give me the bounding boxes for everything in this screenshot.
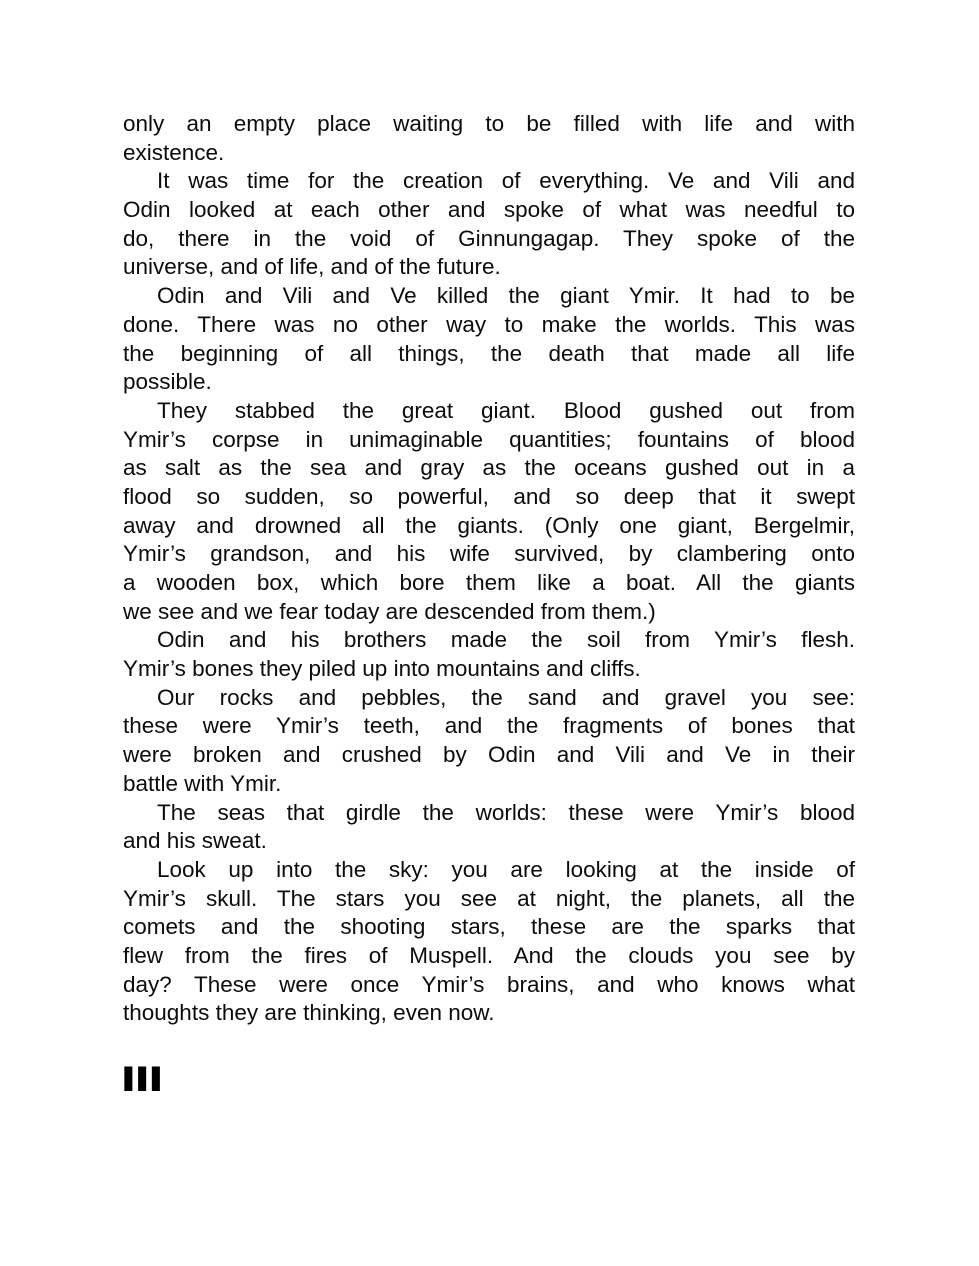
text-line: existence.: [123, 139, 225, 165]
text-line: as salt as the sea and gray as the oceans gushed out in a: [123, 455, 855, 481]
paragraph: [123, 282, 855, 397]
text-line: Look up into the sky: you are looking at the inside of: [157, 856, 855, 882]
text-line: Ymir’s skull. The stars you see at night, the planets, all the: [123, 885, 855, 911]
text-line: Ymir’s corpse in unimaginable quantities; fountains of blood: [123, 426, 855, 452]
text-line: They stabbed the great giant. Blood gushed out from: [157, 397, 855, 423]
text-line: the beginning of all things, the death that made all life: [123, 340, 855, 366]
text-line: universe, and of life, and of the future.: [123, 254, 501, 280]
paragraph: [123, 397, 855, 627]
text-line: flew from the fires of Muspell. And the clouds you see by: [123, 942, 855, 968]
text-line: only an empty place waiting to be filled with life and with: [123, 111, 855, 136]
text-line: away and drowned all the giants. (Only one giant, Bergelmir,: [123, 512, 855, 538]
paragraph: [123, 799, 855, 856]
text-line: comets and the shooting stars, these are the sparks that: [123, 914, 855, 940]
paragraph: [123, 856, 855, 1028]
text-line: possible.: [123, 369, 212, 395]
text-line: we see and we fear today are descended from them.): [123, 598, 656, 624]
text-line: It was time for the creation of everything. Ve and Vili and: [157, 168, 855, 194]
text-line: done. There was no other way to make the worlds. This was: [123, 311, 855, 337]
paragraph: [123, 684, 855, 799]
text-line: flood so sudden, so powerful, and so deep that it swept: [123, 483, 855, 509]
text-line: do, there in the void of Ginnungagap. They spoke of the: [123, 225, 855, 251]
text-block: [123, 110, 855, 1028]
text-line: a wooden box, which bore them like a boat. All the giants: [123, 570, 855, 595]
text-line: Ymir’s grandson, and his wife survived, by clambering onto: [123, 541, 855, 567]
text-line: The seas that girdle the worlds: these were Ymir’s blood: [157, 799, 855, 825]
text-line: battle with Ymir.: [123, 770, 282, 796]
text-line: Our rocks and pebbles, the sand and gravel you see:: [157, 684, 855, 710]
chapter-heading: III: [123, 1060, 165, 1099]
text-line: these were Ymir’s teeth, and the fragments of bones that: [123, 713, 855, 739]
text-line: Odin looked at each other and spoke of what was needful to: [123, 197, 855, 223]
text-line: and his sweat.: [123, 828, 267, 854]
paragraph: [123, 110, 855, 167]
text-line: Ymir’s bones they piled up into mountains and cliffs.: [123, 656, 641, 682]
text-line: were broken and crushed by Odin and Vili and Ve in their: [123, 742, 855, 768]
text-line: Odin and Vili and Ve killed the giant Ymir. It had to be: [157, 283, 855, 309]
text-line: day? These were once Ymir’s brains, and who knows what: [123, 971, 855, 997]
text-line: thoughts they are thinking, even now.: [123, 1000, 495, 1026]
paragraph: [123, 626, 855, 683]
paragraph: [123, 167, 855, 282]
text-line: Odin and his brothers made the soil from Ymir’s flesh.: [157, 627, 855, 653]
